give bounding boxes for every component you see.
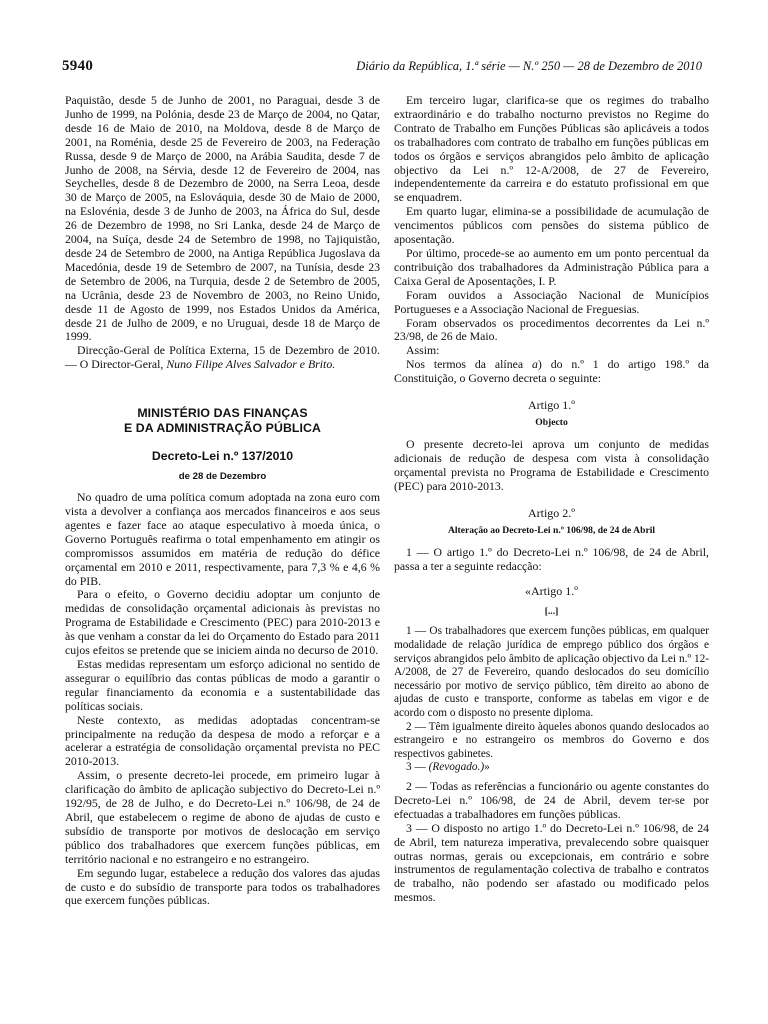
revoked-note: (Revogado.) <box>428 761 485 774</box>
article-2-paragraph-2: 2 — Todas as referências a funcionário ou agente constantes do Decreto-Lei n.º 106/98, de 24 de Abril, devem ter-se por efectuadas a trabalhadores em funções públicas. <box>394 779 709 821</box>
quoted-article-title: «Artigo 1.º <box>524 584 579 599</box>
page-header <box>62 58 702 80</box>
preamble-paragraph: No quadro de uma política comum adoptada na zona euro com vista a devolver a confiança aos mercados financeiros e aos seus agentes e fazer face ao ataque especulativo à moeda única, o Governo Português reafirma o total empenhamento em atingir os compromissos assumidos em matéria de redução do défice orçamental em 2010 e 2011, respectivamente, para 7,3 % e 4,6 % do PIB. <box>65 490 380 588</box>
ministry-line-2: E DA ADMINISTRAÇÃO PÚBLICA <box>123 421 322 436</box>
quoted-paragraph-3 <box>394 761 709 775</box>
quoted-article-ellipsis: [...] <box>544 606 559 618</box>
quoted-paragraph-3-number: 3 — <box>406 761 429 774</box>
preamble-paragraph: Em segundo lugar, estabelece a redução dos valores das ajudas de custo e do subsídio de transporte para todos os trabalhadores que exercem funções públicas. <box>65 865 380 908</box>
continuation-paragraph: Paquistão, desde 5 de Junho de 2001, no Paraguai, desde 3 de Junho de 1999, na Polónia, desde 23 de Março de 2004, no Qatar, desde 16 de Maio de 2010, na Moldova, desde 8 de Março de 2001, na Roménia, desde 25 de Fevereiro de 2003, na Federação Russa, desde 9 de Março de 2000, na Arábia Saudita, desde 7 de Junho de 2008, na Sérvia, desde 12 de Fevereiro de 2004, nas Seychelles, desde 8 de Dezembro de 2000, na Serra Leoa, desde 30 de Março de 2005, na Eslováquia, desde 30 de Maio de 2000, na Eslovénia, desde 3 de Junho de 2003, na África do Sul, desde 26 de Dezembro de 1998, no Sri Lanka, desde 24 de Março de 2004, na Suíça, desde 24 de Setembro de 1998, no Tajiquistão, desde 24 de Setembro de 2000, na Antiga República Jugoslava da Macedónia, desde 19 de Setembro de 2007, na Tunísia, desde 23 de Setembro de 2006, na Turquia, desde 2 de Setembro de 2005, na Ucrânia, desde 23 de Novembro de 2003, no Reino Unido, desde 11 de Agosto de 1999, nos Estados Unidos da América, desde 21 de Julho de 2009, e no Uruguai, desde 18 de Março de 1999. <box>65 93 380 344</box>
signature-paragraph <box>65 344 380 372</box>
quoted-article-body <box>394 625 709 775</box>
enacting-text-2: ) do n.º 1 do artigo 198.º da Constituição, o Governo decreta o seguinte: <box>394 357 709 386</box>
article-2-number: Artigo 2.º <box>527 505 576 520</box>
preamble-paragraph: Assim, o presente decreto-lei procede, em primeiro lugar à clarificação do âmbito de aplicação subjectivo do Decreto-Lei n.º 192/95, de 28 de Julho, e do Decreto-Lei n.º 106/98, de 24 de Abril, que estabelecem o regime de abono de ajudas de custo e subsídio de transporte por motivos de deslocação em serviço público dos trabalhadores que exercem funções públicas, em território nacional e no estrangeiro e no estrangeiro. <box>65 768 380 866</box>
article-2-heading: Alteração ao Decreto-Lei n.º 106/98, de 24 de Abril <box>447 524 656 536</box>
signature-text: Direcção-Geral de Política Externa, 15 de Dezembro de 2010. — O Director-Geral, <box>65 343 380 372</box>
preamble-paragraph: Assim: <box>406 343 440 358</box>
enacting-text-1: Nos termos da alínea <box>406 357 532 372</box>
preamble-paragraph: Para o efeito, o Governo decidiu adoptar um conjunto de medidas de consolidação orçamental adicionais às previstas no Programa de Estabilidade e Crescimento (PEC) para 2010-2013 e às que venham a constar da lei do Orçamento do Estado para 2011 cujos efeitos se pretende que se iniciem ainda no decurso de 2010. <box>65 587 380 658</box>
preamble-paragraph: Foram observados os procedimentos decorrentes da Lei n.º 23/98, de 26 de Maio. <box>394 315 709 344</box>
left-column <box>65 94 380 908</box>
ministry-line-1: MINISTÉRIO DAS FINANÇAS <box>137 406 308 421</box>
article-1-number: Artigo 1.º <box>527 398 576 413</box>
article-1-heading: Objecto <box>535 417 568 429</box>
preamble-paragraph: Em quarto lugar, elimina-se a possibilidade de acumulação de vencimentos públicos com pensões do sistema público de aposentação. <box>394 204 709 247</box>
signatory-name: Nuno Filipe Alves Salvador e Brito. <box>166 357 336 372</box>
quoted-paragraph-2: 2 — Têm igualmente direito àqueles abonos quando deslocados ao estrangeiro e no estrangeiro os membros do Governo e dos respectivos gabinetes. <box>394 720 709 760</box>
article-2-paragraph-3: 3 — O disposto no artigo 1.º do Decreto-Lei n.º 106/98, de 24 de Abril, tem natureza imperativa, prevalecendo sobre quaisquer outras normas, gerais ou excepcionais, em contrário e sobre instrumentos de regulamentação colectiva de trabalho e contratos de trabalho, não podendo ser afastado ou modificado pelos mesmos. <box>394 820 709 905</box>
decree-date: de 28 de Dezembro <box>178 471 267 483</box>
page-number: 5940 <box>62 58 94 74</box>
preamble-paragraph: Estas medidas representam um esforço adicional no sentido de assegurar o equilíbrio das contas públicas de modo a garantir o regular financiamento da economia e a sustentabilidade das políticas sociais. <box>65 657 380 713</box>
preamble-paragraph: Em terceiro lugar, clarifica-se que os regimes do trabalho extraordinário e do trabalho nocturno previstos no Regime do Contrato de Trabalho em Funções Públicas são aplicáveis a todos os trabalhadores com contrato de trabalho em funções públicas em todos os órgãos e serviços abrangidos pelo âmbito de aplicação objectivo da Lei n.º 12-A/2008, de 27 de Fevereiro, independentemente da carreira e do estatuto profissional em que se enquadrem. <box>394 93 709 205</box>
preamble-paragraph: Por último, procede-se ao aumento em um ponto percentual da contribuição dos trabalhadores da Administração Pública para a Caixa Geral de Aposentações, I. P. <box>394 245 709 288</box>
ministry-heading <box>65 406 380 436</box>
enacting-letter: a <box>531 357 538 372</box>
enacting-clause <box>394 358 709 386</box>
decree-title: Decreto-Lei n.º 137/2010 <box>151 449 294 464</box>
quote-close: » <box>484 761 490 774</box>
quoted-paragraph-1: 1 — Os trabalhadores que exercem funções públicas, em qualquer modalidade de relação jurídica de emprego público dos órgãos e serviços abrangidos pelo âmbito de aplicação objectivo da Lei n.º 12-A/2008, de 27 de Fevereiro, quando deslocados do seu domicílio necessário por motivo de serviço público, têm direito ao abono de ajudas de custo e transporte, conforme as tabelas em vigor e de acordo com o disposto no presente diploma. <box>394 625 709 720</box>
preamble-paragraph: Foram ouvidos a Associação Nacional de Municípios Portugueses e a Associação Nacional de Freguesias. <box>394 287 709 316</box>
preamble-paragraph: Neste contexto, as medidas adoptadas concentram-se principalmente na redução da despesa de modo a reforçar e a acelerar a estratégia de consolidação orçamental prevista no PEC 2010-2013. <box>65 712 380 769</box>
article-2-paragraph-1: 1 — O artigo 1.º do Decreto-Lei n.º 106/98, de 24 de Abril, passa a ter a seguinte redacção: <box>394 544 709 573</box>
running-head: Diário da República, 1.ª série — N.º 250 — 28 de Dezembro de 2010 <box>356 59 702 73</box>
article-1-text: O presente decreto-lei aprova um conjunto de medidas adicionais de redução de despesa com vista à consolidação orçamental prevista no Programa de Estabilidade e Crescimento (PEC) para 2010-2013. <box>394 437 709 493</box>
right-column <box>394 94 709 905</box>
